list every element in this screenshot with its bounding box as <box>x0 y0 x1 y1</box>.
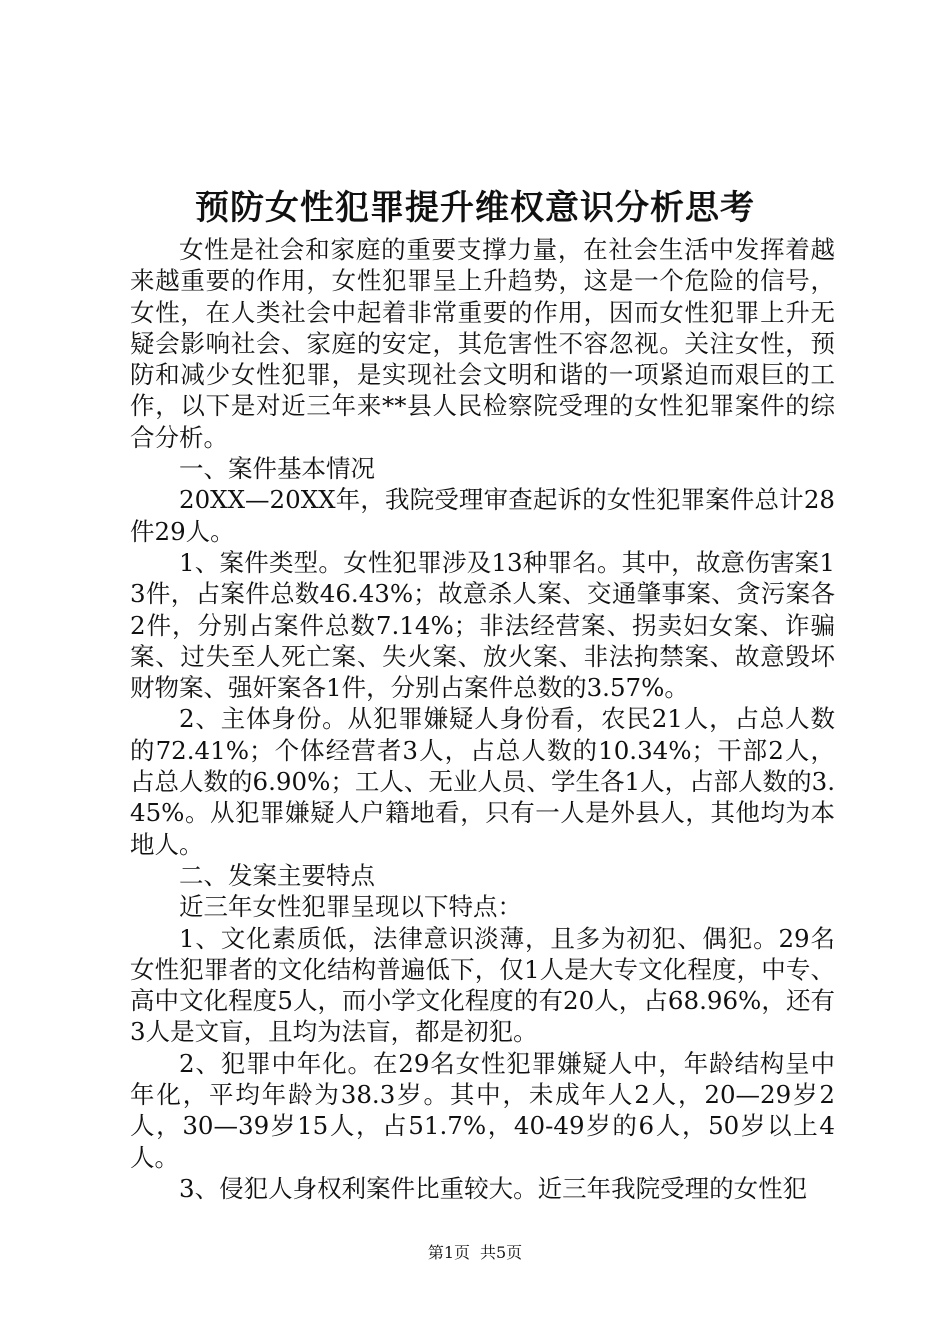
section-heading-2: 二、发案主要特点 <box>179 860 375 890</box>
paragraph-summary: 20XX—20XX年，我院受理审查起诉的女性犯罪案件总计28件29人。 <box>130 485 835 546</box>
page-total: 共5页 <box>480 1243 523 1262</box>
paragraph-case-types: 1、案件类型。女性犯罪涉及13种罪名。其中，故意伤害案13件，占案件总数46.43%；故意杀人案、交通肇事案、贪污案各2件，分别占案件总数7.14%；非法经营案、拐卖妇女案、诈骗案、过失至人死亡案、失火案、放火案、非法拘禁案、故意毁坏财物案、强奸案各1件，分别占案件总数的3.57%。 <box>130 547 835 703</box>
paragraph-feature-3: 3、侵犯人身权利案件比重较大。近三年我院受理的女性犯 <box>179 1173 808 1203</box>
paragraph-features-intro: 近三年女性犯罪呈现以下特点： <box>179 892 522 922</box>
paragraph-feature-2: 2、犯罪中年化。在29名女性犯罪嫌疑人中，年龄结构呈中年化，平均年龄为38.3岁。其中，未成年人2人，20—29岁2人，30—39岁15人，占51.7%，40-49岁的6人，50岁以上4人。 <box>130 1048 835 1172</box>
page-footer <box>0 1242 950 1264</box>
paragraph-identity: 2、主体身份。从犯罪嫌疑人身份看，农民21人，占总人数的72.41%；个体经营者3人，占总人数的10.34%；干部2人，占总人数的6.90%；工人、无业人员、学生各1人，占部人数的3.45%。从犯罪嫌疑人户籍地看，只有一人是外县人，其他均为本地人。 <box>130 704 835 859</box>
paragraph-intro: 女性是社会和家庭的重要支撑力量，在社会生活中发挥着越来越重要的作用，女性犯罪呈上升趋势，这是一个危险的信号，女性，在人类社会中起着非常重要的作用，因而女性犯罪上升无疑会影响社会、家庭的安定，其危害性不容忽视。关注女性，预防和减少女性犯罪，是实现社会文明和谐的一项紧迫而艰巨的工作，以下是对近三年来**县人民检察院受理的女性犯罪案件的综合分析。 <box>130 235 835 452</box>
document-body <box>130 234 835 1204</box>
page-number: 第1页 <box>427 1243 470 1262</box>
document-title: 预防女性犯罪提升维权意识分析思考 <box>195 188 755 228</box>
paragraph-feature-1: 1、文化素质低，法律意识淡薄，且多为初犯、偶犯。29名女性犯罪者的文化结构普遍低下，仅1人是大专文化程度，中专、高中文化程度5人，而小学文化程度的有20人，占68.96%，还有3人是文盲，且均为法盲，都是初犯。 <box>130 923 835 1047</box>
section-heading-1: 一、案件基本情况 <box>179 454 375 484</box>
